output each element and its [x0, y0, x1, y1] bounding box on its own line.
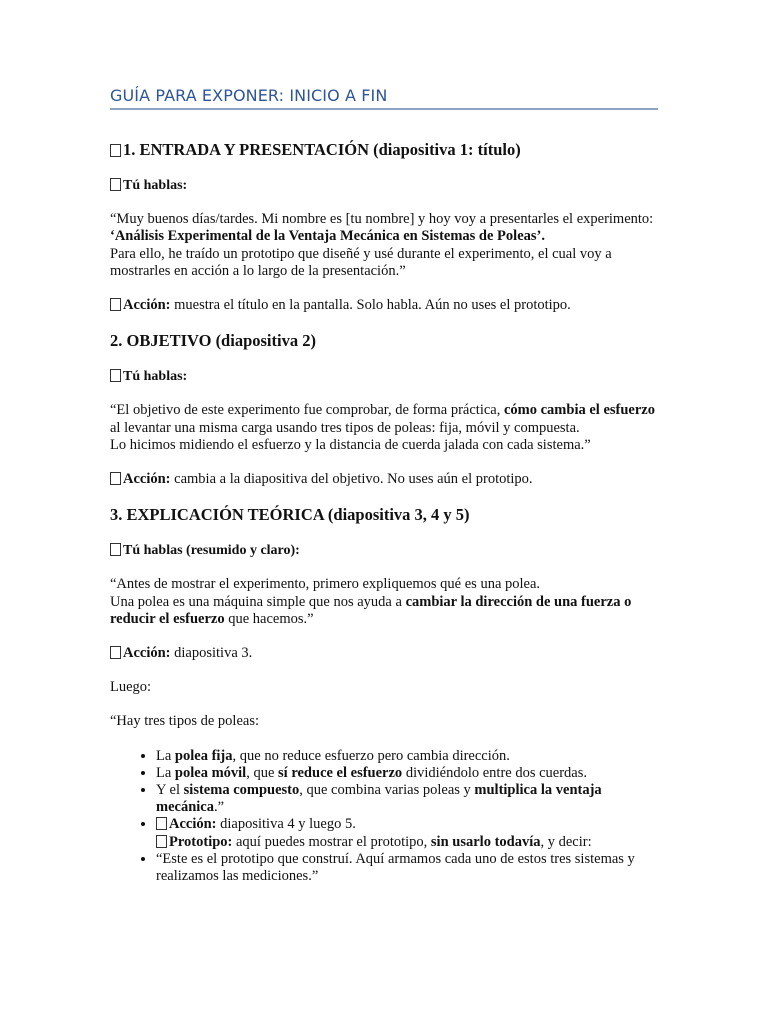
section-3-paragraph: “Antes de mostrar el experimento, primero expliquemos qué es una polea. Una polea es una máquina simple que nos ayuda a cambiar la dirección de una fuerza o reducir el esfuerzo que hacemos.”	[110, 576, 632, 627]
section-1-paragraph: “Muy buenos días/tardes. Mi nombre es [tu nombre] y hoy voy a presentarles el experimento: ‘Análisis Experimental de la Ventaja Mecánica en Sistemas de Poleas’. Para ello, he traído un prototipo que diseñé y usé durante el experimento, el cual voy a mostrarles en acción a lo largo de la presentación.”	[110, 211, 654, 279]
list-item: • Acción: diapositiva 4 y luego 5. Prototipo: aquí puedes mostrar el prototipo, sin usarlo todavía, y decir:	[156, 816, 658, 850]
list-item: • “Este es el prototipo que construí. Aquí armamos cada uno de estos tres sistemas y realizamos las mediciones.”	[156, 851, 658, 885]
section-1-speak-label: Tú hablas:	[110, 177, 658, 194]
section-3-speak-label: Tú hablas (resumido y claro):	[110, 542, 658, 559]
section-2-action: Acción: cambia a la diapositiva del objetivo. No uses aún el prototipo.	[110, 471, 658, 488]
section-3-action: Acción: diapositiva 3.	[110, 645, 658, 662]
document-title: GUÍA PARA EXPONER: INICIO A FIN	[110, 86, 388, 105]
section-1-heading: 1. ENTRADA Y PRESENTACIÓN (diapositiva 1: título)	[110, 140, 658, 160]
missing-emoji-icon	[110, 646, 121, 659]
missing-emoji-icon	[110, 543, 121, 556]
list-item: • La polea fija, que no reduce esfuerzo pero cambia dirección.	[156, 748, 658, 765]
missing-emoji-icon	[110, 369, 121, 382]
section-2-paragraph: “El objetivo de este experimento fue comprobar, de forma práctica, cómo cambia el esfuerzo al levantar una misma carga usando tres tipos de poleas: fija, móvil y compuesta. Lo hicimos midiendo el esfuerzo y la distancia de cuerda jalada con cada sistema.”	[110, 402, 655, 453]
section-3-heading: 3. EXPLICACIÓN TEÓRICA (diapositiva 3, 4 y 5)	[110, 505, 470, 525]
missing-emoji-icon	[110, 298, 121, 311]
section-2-heading: 2. OBJETIVO (diapositiva 2)	[110, 331, 316, 351]
missing-emoji-icon	[156, 835, 167, 848]
title-underline	[110, 108, 658, 110]
document-body	[110, 140, 658, 885]
missing-emoji-icon	[156, 817, 167, 830]
missing-emoji-icon	[110, 178, 121, 191]
list-item: • Y el sistema compuesto, que combina varias poleas y multiplica la ventaja mecánica.”	[156, 782, 658, 816]
missing-emoji-icon	[110, 472, 121, 485]
missing-emoji-icon	[110, 144, 121, 157]
section-3-luego: Luego:	[110, 679, 152, 696]
section-2-speak-label: Tú hablas:	[110, 368, 658, 385]
section-3-tipos: “Hay tres tipos de poleas:	[110, 713, 259, 730]
section-1-action: Acción: muestra el título en la pantalla. Solo habla. Aún no uses el prototipo.	[110, 297, 658, 314]
pulley-types-list	[110, 748, 658, 886]
list-item: • La polea móvil, que sí reduce el esfuerzo dividiéndolo entre dos cuerdas.	[156, 765, 658, 782]
